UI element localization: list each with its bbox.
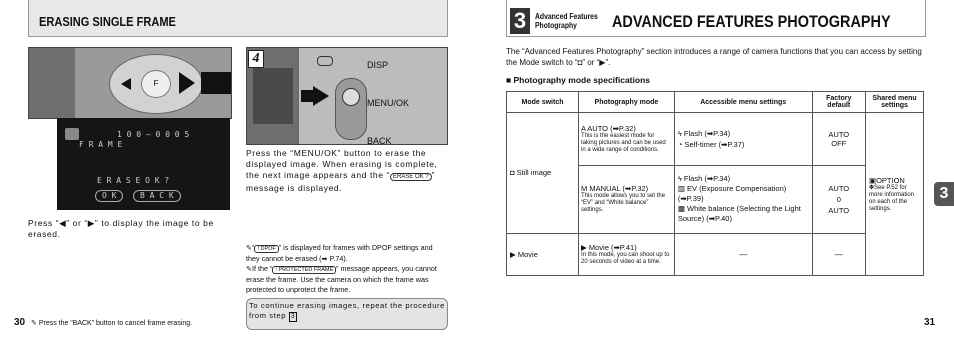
manual-cell [579,166,675,234]
note-1-prefix: “ [252,243,255,252]
step-4-text [246,148,446,194]
continue-step-ref: 3 [290,313,296,320]
shared-desc: ✽See P.52 for more information on each of the settings. [869,184,915,212]
manual-default-cell: AUTO 0 AUTO [812,166,865,234]
movie-mode-cell [507,233,579,275]
movie-title: Movie (➡P.41) [588,242,637,252]
ev-icon: ▨ [677,184,688,194]
flash-icon: ϟ [677,174,684,184]
movie-default-cell: — [812,233,865,275]
lcd-frame-label: F R A M E [79,140,123,149]
left-page-number: 30 [14,317,26,328]
note-item [246,264,446,295]
chapter-number: 3 [510,8,530,34]
auto-cell [579,113,675,166]
note-icon: ✎ [246,264,253,273]
movie-cell [579,233,675,275]
notes-block [246,243,446,295]
auto-menu-cell [674,113,812,166]
shared-cell [866,113,924,276]
pointer-arrow-icon [313,86,329,106]
note-icon: ✎ [31,320,39,327]
movie-label: Movie [517,249,538,259]
continue-text: To continue erasing images, repeat the procedure from step [249,301,445,320]
manual-menu-cell [674,166,812,234]
step-4-text-before: Press the “MENU/OK” button to erase the displayed image. When erasing is complete, the next image appears and the “ [246,148,438,180]
table-header-row [507,92,924,113]
movie-desc: In this mode, you can shoot up to 20 seconds of video at a time. [581,251,670,265]
lcd-screen [57,118,230,210]
col-factory-default: Factory default [812,92,865,113]
auto-default-cell: AUTO OFF [812,113,865,166]
menu-ok-label: MENU/OK [367,98,410,108]
self-timer-icon: ◔ [677,140,685,150]
col-mode-switch: Mode switch [507,92,579,113]
manual-title: M MANUAL (➡P.32) [581,184,649,194]
left-arrow-icon [121,78,131,90]
auto-menu-timer: Self-timer (➡P.37) [684,140,745,150]
auto-menu-flash: Flash (➡P.34) [683,129,731,139]
spec-heading: ■ Photography mode specifications [506,75,650,85]
note-2-text: ” message appears, you cannot erase the frame. Use the camera on which the frame was protected to unprotect the frame. [246,264,437,294]
chapter-label [535,12,598,30]
col-menu-settings: Accessible menu settings [674,92,812,113]
manual-menu-wb: White balance (Selecting the Light Source) (➡P.40) [677,204,801,224]
lcd-back-button: B A C K [133,190,181,202]
table-row [507,233,924,275]
movie-menu-cell: — [674,233,812,275]
note-1-text: ” is displayed for frames with DPOF settings and they cannot be erased (➡ P.74). [246,243,433,263]
auto-desc: This is the easiest mode for taking pictures and can be used in a wide range of conditions. [581,133,666,154]
camera-menu-photo [246,47,448,145]
footer-note-text: Press the “BACK” button to cancel frame erasing. [38,320,193,327]
still-mode-cell [507,113,579,234]
left-page-title: ERASING SINGLE FRAME [39,14,176,29]
option-icon: ▣ [869,175,877,185]
camera-dpad-photo: F [28,47,232,119]
movie-icon: ▶ [581,242,589,252]
manual-menu-flash: Flash (➡P.34) [683,174,731,184]
erase-ok-badge: ERASE OK ? [390,173,432,181]
note-item [246,243,446,264]
right-arrow-icon [179,72,195,94]
left-page-header [28,0,448,37]
chapter-label-line2: Photography [535,21,577,30]
note-2-prefix: If the “ [252,264,273,273]
trash-icon [65,128,79,140]
back-label: BACK [367,136,392,145]
footer-note [31,319,192,327]
protected-frame-badge: ! PROTECTED FRAME [272,266,336,274]
step-3-text: Press “◀” or “▶” to display the image to be erased. [28,218,214,239]
manual-desc: This mode allows you to set the “EV” and “White balance” settings. [581,193,666,214]
lcd-erase-prompt: E R A S E O K ? [97,176,170,185]
table-row [507,113,924,166]
step-4-text-after: ” message is displayed. [246,170,436,193]
continue-box [246,298,448,330]
white-balance-icon: ▩ [677,204,688,214]
lcd-ok-button: O K [95,190,123,202]
intro-text: The “Advanced Features Photography” section introduces a range of camera functions that you can access by setting the Mode switch to “◘” or “▶”. [506,47,922,67]
right-page-number: 31 [924,317,936,328]
lcd-counter: 1 0 0 — 0 0 0 5 [117,130,190,139]
shared-title: OPTION [876,175,905,185]
auto-title: A AUTO (➡P.32) [581,124,636,134]
manual-menu-ev: EV (Exposure Compensation) (➡P.39) [677,184,787,204]
camera-icon: ◘ [510,168,517,178]
step-4-number: 4 [248,50,264,68]
dpof-badge: ! DPOF [254,245,278,253]
flash-icon: ϟ [677,129,684,139]
spec-table [506,91,924,276]
disp-label: DISP [367,60,389,70]
col-shared-settings: Shared menu settings [866,92,924,113]
chapter-side-tab: 3 [934,182,954,206]
note-icon: ✎ [246,243,253,252]
movie-icon: ▶ [510,249,518,259]
col-photography-mode: Photography mode [579,92,675,113]
still-label: Still image [516,168,552,178]
chapter-label-line1: Advanced Features [535,12,598,21]
right-page-title: ADVANCED FEATURES PHOTOGRAPHY [612,12,891,31]
